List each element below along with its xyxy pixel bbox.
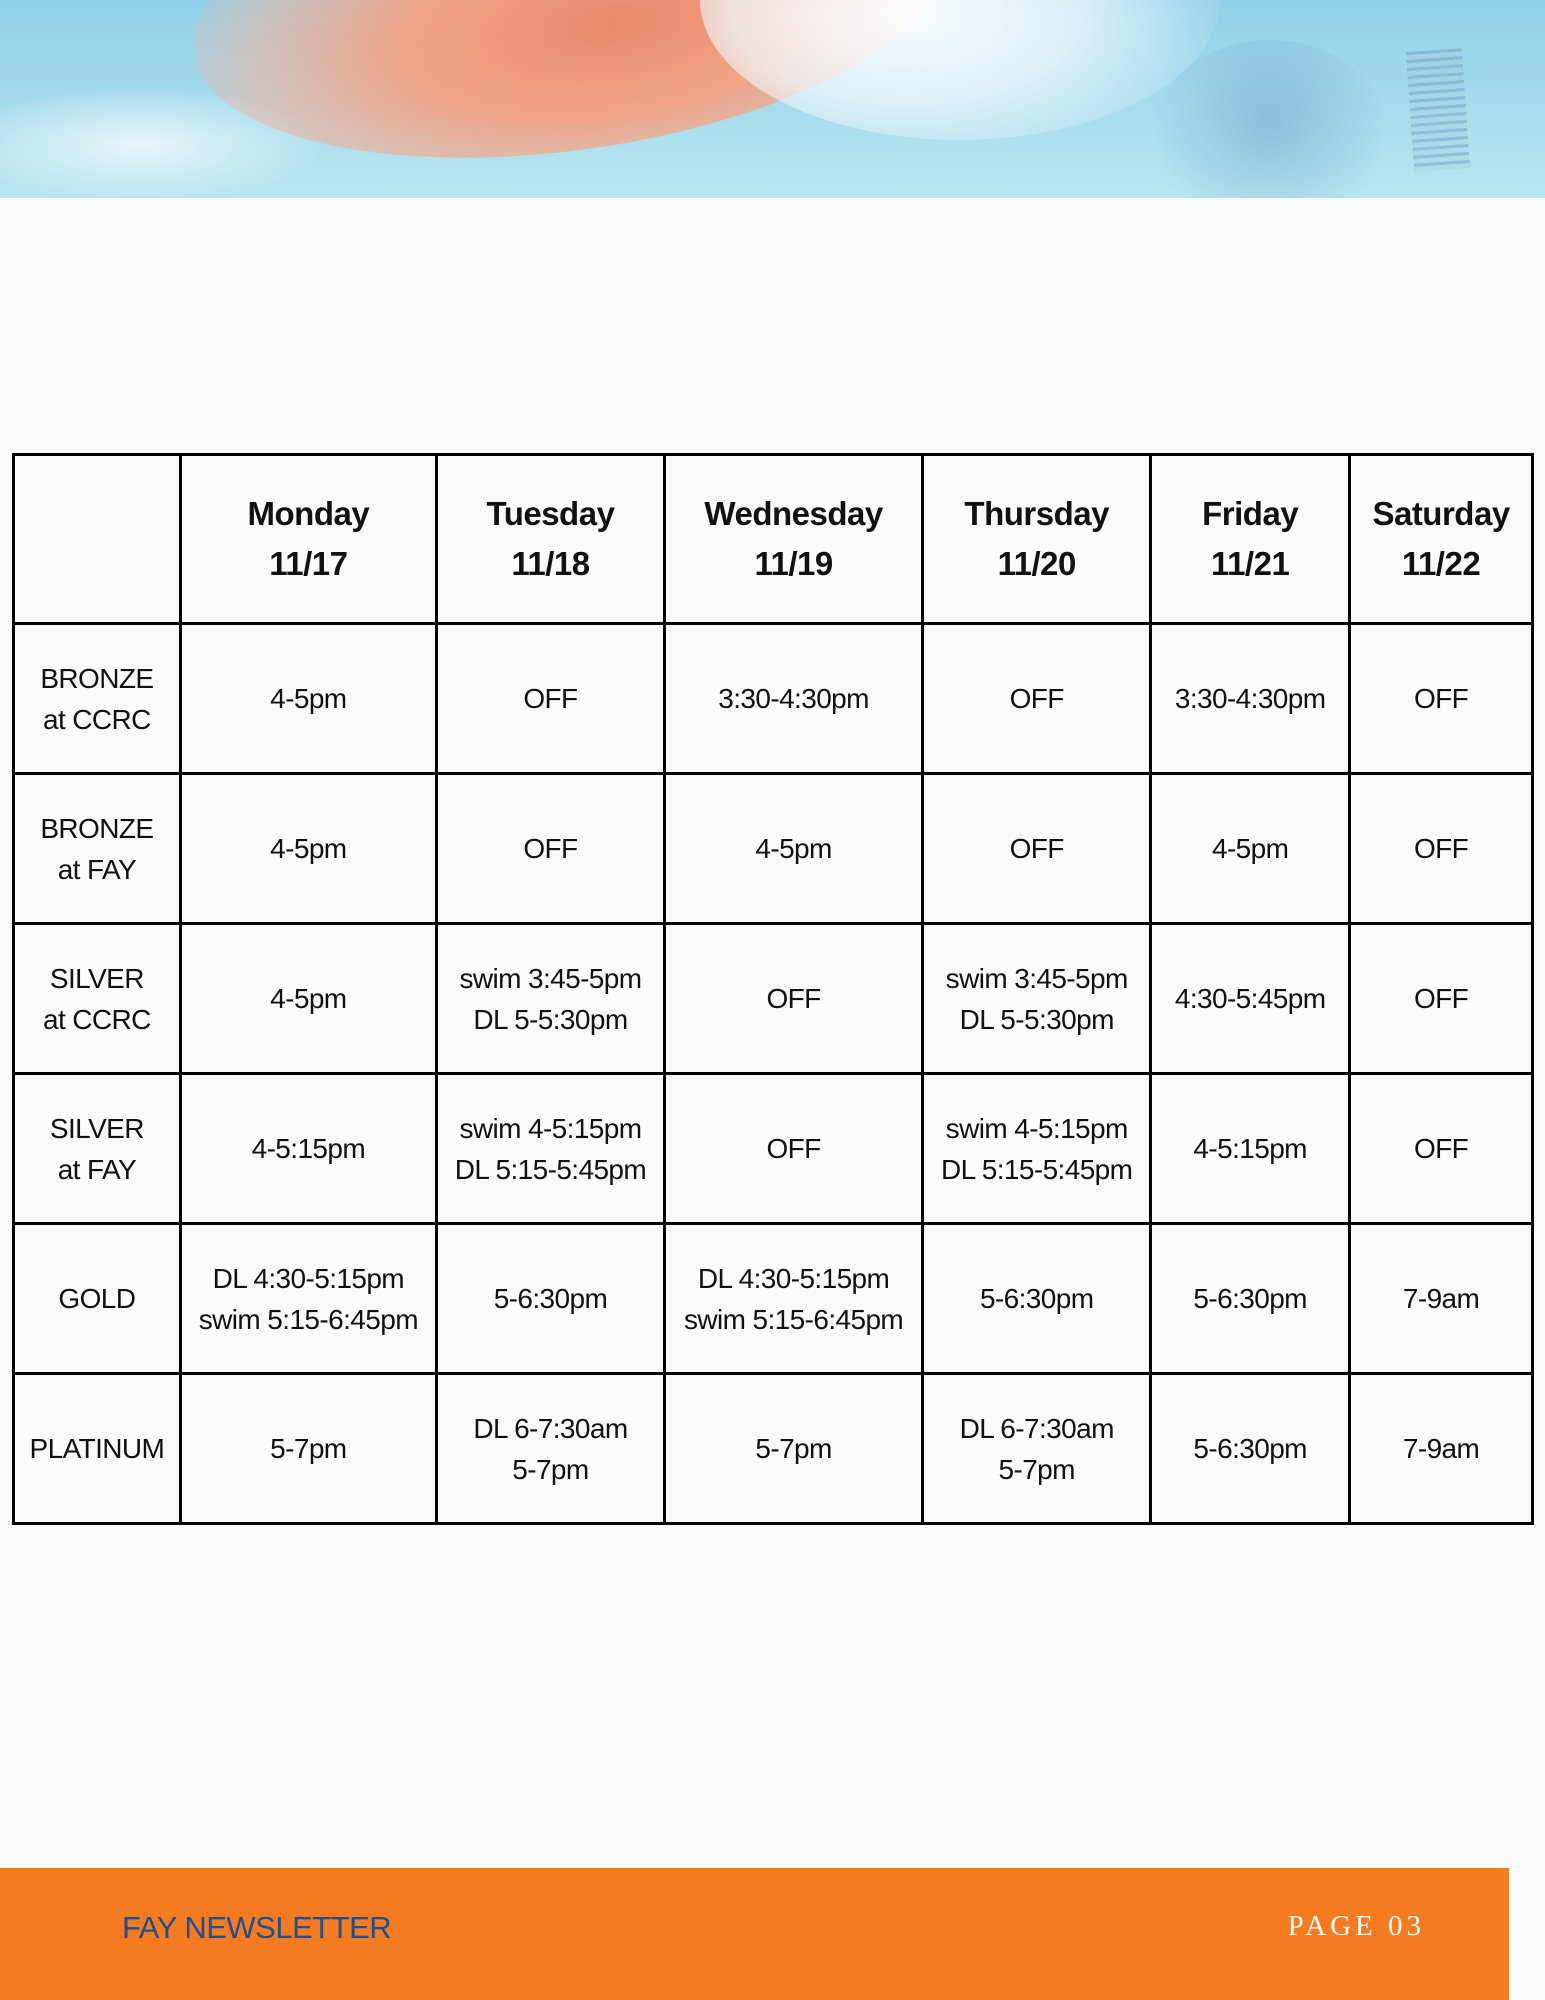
schedule-cell: 5-6:30pm <box>1151 1224 1350 1374</box>
schedule-cell: 5-7pm <box>664 1374 922 1524</box>
header-photo <box>0 0 1545 198</box>
schedule-cell: 4-5pm <box>180 924 436 1074</box>
schedule-cell: swim 4-5:15pm DL 5:15-5:45pm <box>923 1074 1151 1224</box>
day-header-saturday <box>1350 455 1533 624</box>
group-name: SILVER <box>49 962 144 994</box>
day-header-monday <box>180 455 436 624</box>
schedule-cell: OFF <box>1350 924 1533 1074</box>
schedule-cell: OFF <box>436 624 664 774</box>
schedule-cell: OFF <box>1350 624 1533 774</box>
schedule-cell: 4-5pm <box>1151 774 1350 924</box>
schedule-row-platinum <box>14 1374 1533 1524</box>
group-name: BRONZE <box>40 662 154 694</box>
schedule-cell: 5-6:30pm <box>1151 1374 1350 1524</box>
day-header-friday <box>1151 455 1350 624</box>
schedule-cell: 4-5pm <box>180 774 436 924</box>
day-name: Thursday <box>964 495 1109 532</box>
schedule-cell: 4:30-5:45pm <box>1151 924 1350 1074</box>
schedule-cell: 5-6:30pm <box>923 1224 1151 1374</box>
group-cell <box>14 1074 181 1224</box>
day-header-tuesday <box>436 455 664 624</box>
schedule-row-gold <box>14 1224 1533 1374</box>
schedule-cell: 3:30-4:30pm <box>1151 624 1350 774</box>
day-name: Wednesday <box>704 495 883 532</box>
day-header-wednesday <box>664 455 922 624</box>
group-cell <box>14 774 181 924</box>
schedule-cell: 3:30-4:30pm <box>664 624 922 774</box>
page-footer <box>0 1868 1509 2000</box>
schedule-cell: OFF <box>923 624 1151 774</box>
group-location: at CCRC <box>42 703 151 735</box>
schedule-cell: swim 3:45-5pm DL 5-5:30pm <box>436 924 664 1074</box>
page-number: PAGE 03 <box>1287 1910 1425 1942</box>
day-date: 11/22 <box>1401 545 1481 582</box>
group-name: BRONZE <box>40 812 154 844</box>
corner-cell <box>14 455 181 624</box>
schedule-cell: 4-5pm <box>664 774 922 924</box>
schedule-cell: OFF <box>923 774 1151 924</box>
schedule-row-silver <box>14 924 1533 1074</box>
group-location: at FAY <box>57 853 137 885</box>
day-name: Friday <box>1202 495 1299 532</box>
group-name: GOLD <box>58 1283 136 1314</box>
schedule-cell: 5-6:30pm <box>436 1224 664 1374</box>
day-date: 11/21 <box>1211 545 1290 582</box>
schedule-row-bronze <box>14 624 1533 774</box>
schedule-cell: OFF <box>1350 774 1533 924</box>
schedule-cell: 4-5:15pm <box>180 1074 436 1224</box>
schedule-cell: 5-7pm <box>180 1374 436 1524</box>
day-date: 11/17 <box>269 545 348 582</box>
day-name: Saturday <box>1372 495 1510 532</box>
day-header-thursday <box>923 455 1151 624</box>
schedule-row-silver <box>14 1074 1533 1224</box>
day-name: Tuesday <box>486 495 615 532</box>
schedule-cell: DL 4:30-5:15pm swim 5:15-6:45pm <box>180 1224 436 1374</box>
group-cell <box>14 624 181 774</box>
pool-lane-marker <box>1406 48 1470 172</box>
schedule-row-bronze <box>14 774 1533 924</box>
group-location: at CCRC <box>42 1003 151 1035</box>
group-name: SILVER <box>49 1112 144 1144</box>
group-cell <box>14 924 181 1074</box>
day-date: 11/18 <box>511 545 590 582</box>
schedule-cell: OFF <box>664 1074 922 1224</box>
schedule-cell: 7-9am <box>1350 1374 1533 1524</box>
day-date: 11/20 <box>997 545 1076 582</box>
group-cell <box>14 1224 181 1374</box>
schedule-cell: swim 4-5:15pm DL 5:15-5:45pm <box>436 1074 664 1224</box>
schedule-cell: DL 6-7:30am 5-7pm <box>436 1374 664 1524</box>
schedule-cell: DL 6-7:30am 5-7pm <box>923 1374 1151 1524</box>
group-location: at FAY <box>57 1153 137 1185</box>
newsletter-title: FAY NEWSLETTER <box>122 1910 392 1945</box>
schedule-cell: OFF <box>436 774 664 924</box>
schedule-cell: 4-5pm <box>180 624 436 774</box>
schedule-cell: 4-5:15pm <box>1151 1074 1350 1224</box>
schedule-cell: 7-9am <box>1350 1224 1533 1374</box>
schedule-header-row <box>14 455 1533 624</box>
group-name: PLATINUM <box>29 1433 165 1464</box>
practice-schedule-table <box>12 453 1534 1525</box>
day-name: Monday <box>247 495 370 532</box>
schedule-cell: OFF <box>664 924 922 1074</box>
group-cell <box>14 1374 181 1524</box>
schedule-cell: DL 4:30-5:15pm swim 5:15-6:45pm <box>664 1224 922 1374</box>
day-date: 11/19 <box>754 545 833 582</box>
schedule-cell: swim 3:45-5pm DL 5-5:30pm <box>923 924 1151 1074</box>
water-splash-shape <box>700 0 1220 140</box>
schedule-cell: OFF <box>1350 1074 1533 1224</box>
